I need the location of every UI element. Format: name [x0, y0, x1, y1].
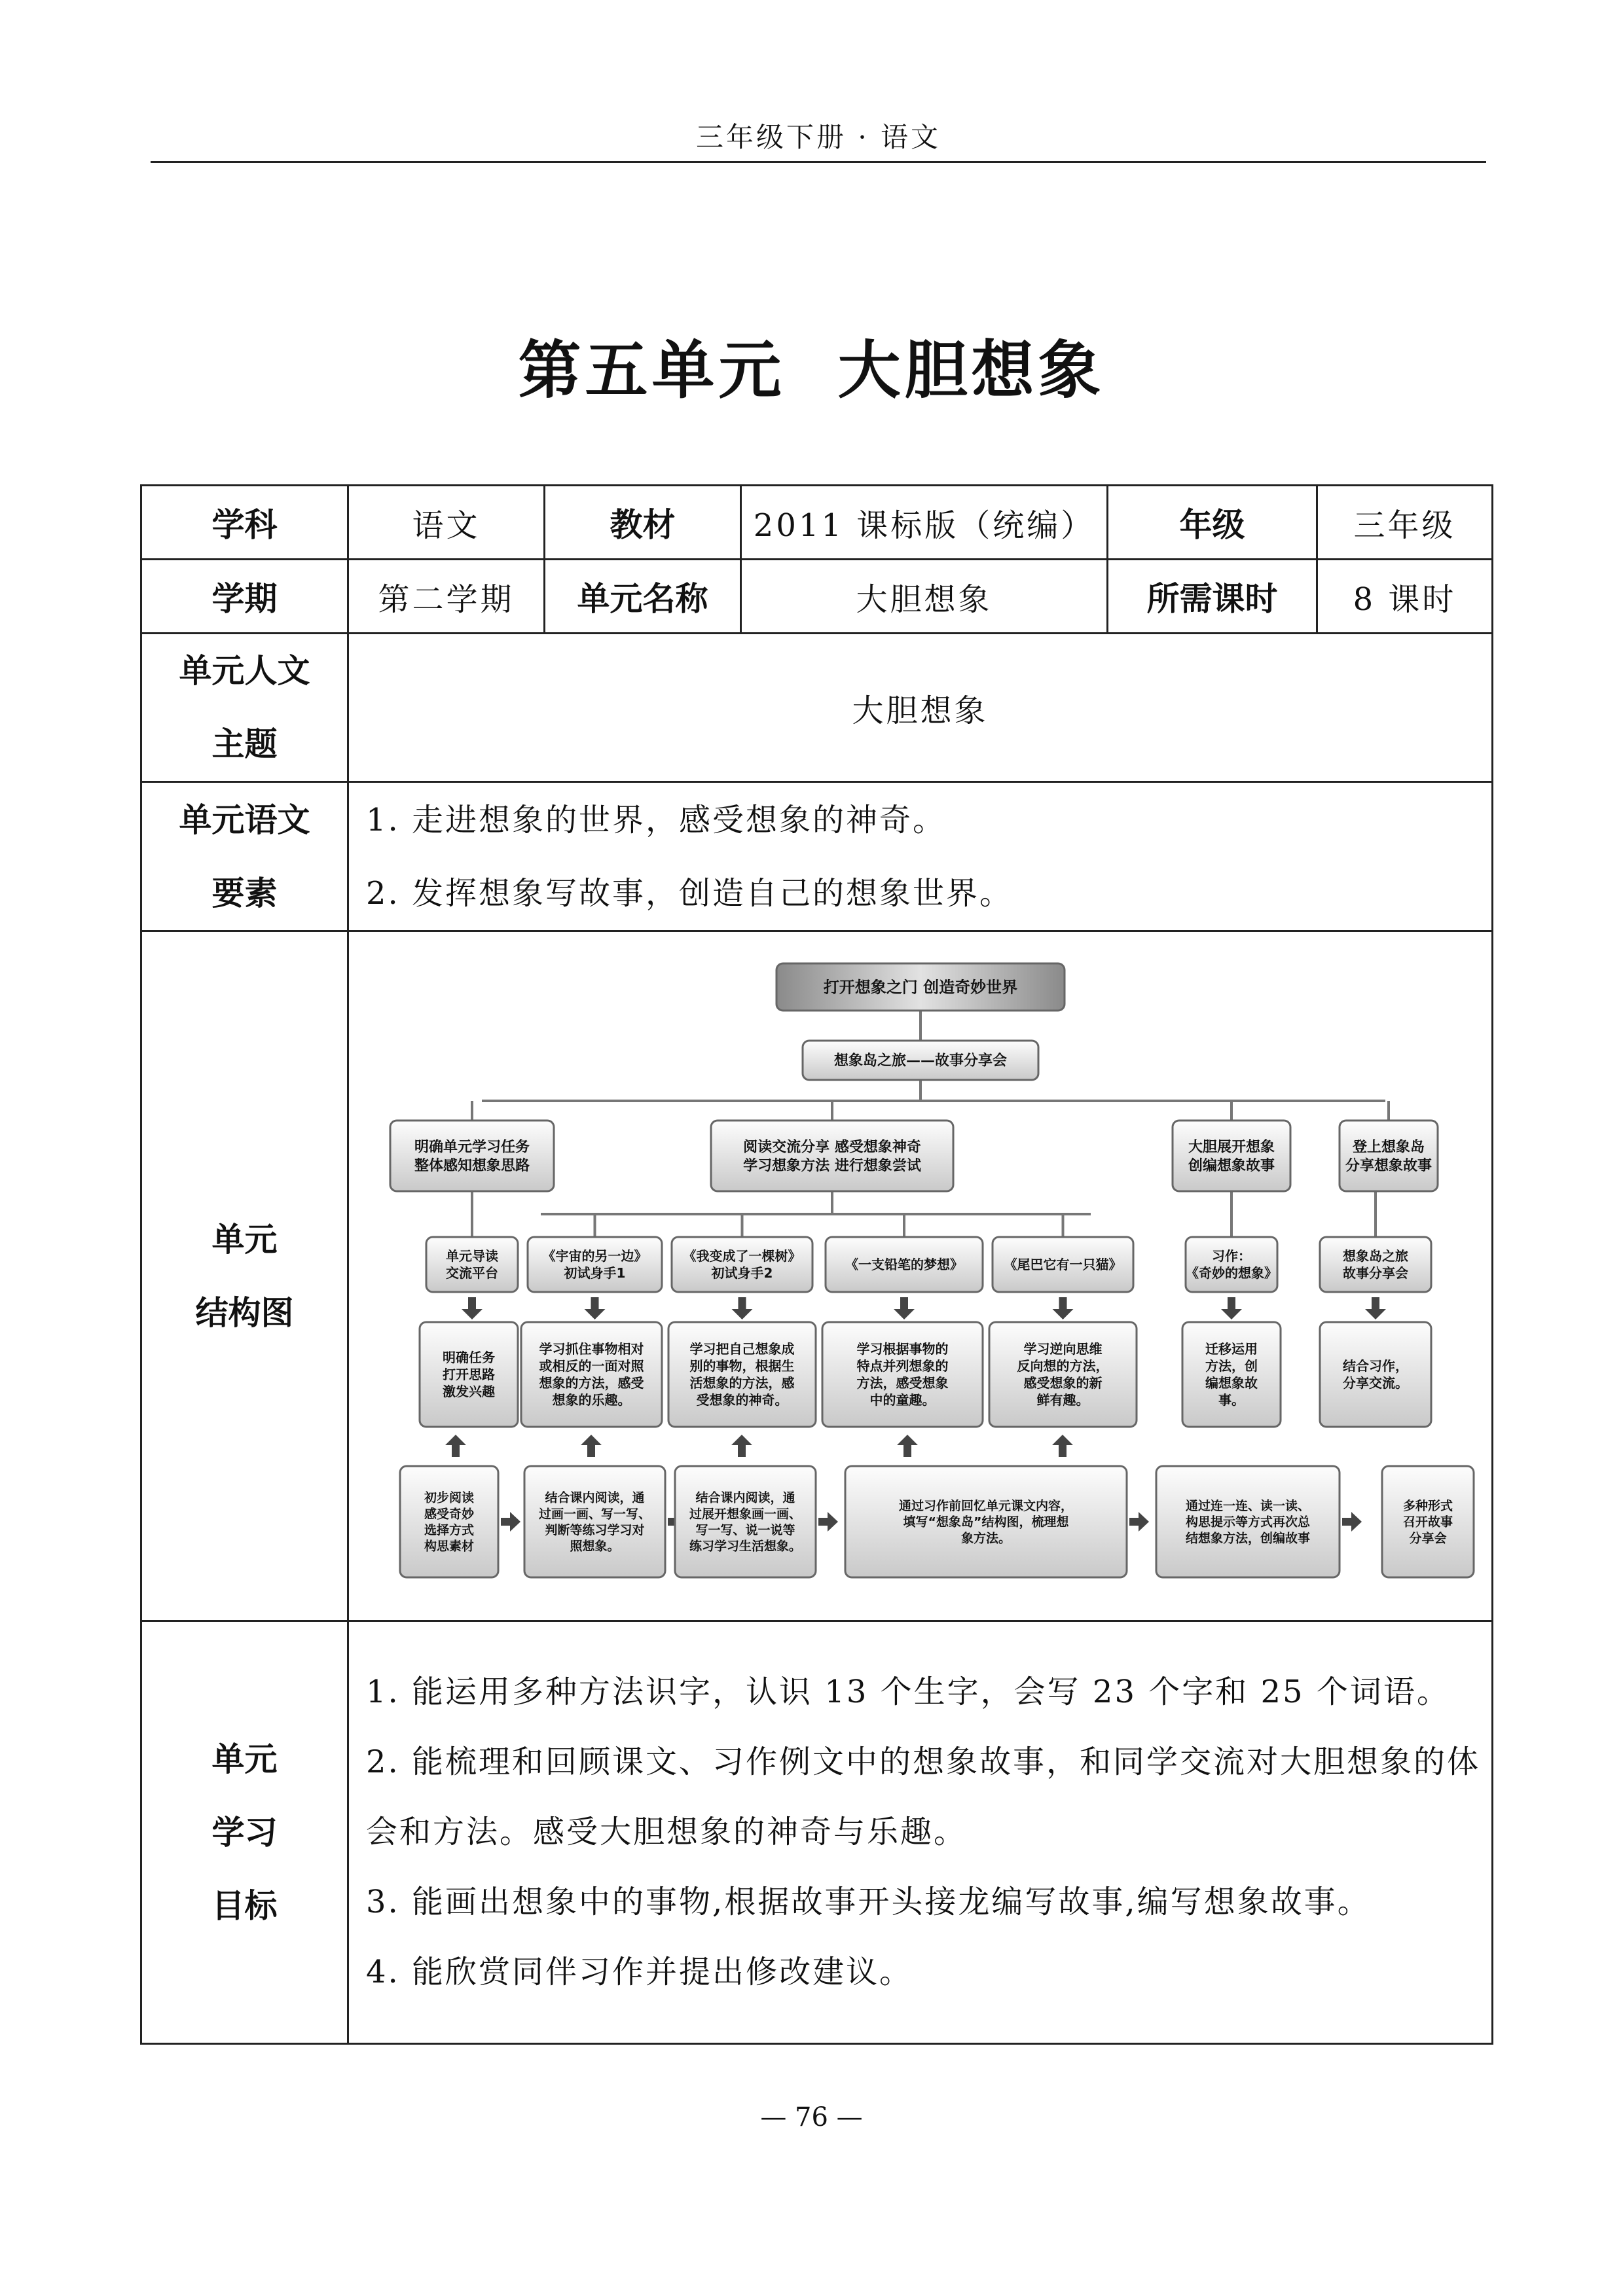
goal-node-6	[1182, 1322, 1281, 1427]
goal-node-4-line-4: 中的童趣。	[869, 1391, 935, 1408]
arrow-up-icon	[1052, 1435, 1073, 1457]
activity-node-1	[400, 1466, 498, 1577]
lesson-node-6-line-1: 习作：	[1211, 1247, 1251, 1264]
arrow-right-icon	[501, 1512, 520, 1532]
arrow-down-icon	[1221, 1297, 1242, 1319]
element-item-1: 1. 走进想象的世界，感受想象的神奇。	[366, 801, 947, 838]
lesson-node-3	[672, 1237, 812, 1292]
theme-value: 大胆想象	[348, 634, 1493, 782]
branch-node-3-line-1: 大胆展开想象	[1188, 1138, 1275, 1155]
branch-node-2	[711, 1121, 953, 1191]
objectives-row	[141, 1621, 1493, 2044]
elements-row	[141, 782, 1493, 931]
goal-node-4-line-3: 方法，感受想象	[856, 1374, 948, 1391]
lesson-node-7-line-1: 想象岛之旅	[1342, 1247, 1408, 1264]
goal-node-4-line-2: 特点并列想象的	[856, 1357, 948, 1374]
goal-node-7-line-2: 分享交流。	[1342, 1374, 1408, 1391]
activity-node-3-line-1: 结合课内阅读，通	[695, 1490, 795, 1505]
goal-node-6-line-2: 方法，创	[1205, 1357, 1258, 1374]
lesson-node-2	[528, 1237, 662, 1292]
lesson-node-3-line-2: 初试身手2	[711, 1265, 773, 1281]
activity-node-6-line-3: 分享会	[1408, 1530, 1447, 1545]
activity-node-2-line-3: 判断等练习学习对	[544, 1522, 645, 1537]
goal-node-1-line-2: 打开思路	[442, 1366, 495, 1382]
arrow-right-icon	[1129, 1512, 1149, 1532]
lesson-node-7	[1320, 1237, 1431, 1292]
info-row-1	[141, 486, 1493, 560]
activity-node-1-line-4: 构思素材	[424, 1539, 474, 1554]
branch-node-3-line-2: 创编想象故事	[1188, 1157, 1275, 1174]
info-row-2	[141, 560, 1493, 634]
objective-item-2: 2. 能梳理和回顾课文、习作例文中的想象故事，和同学交流对大胆想象的体会和方法。感受大胆想象的神奇与乐趣。	[366, 1744, 1481, 1850]
theme-row	[141, 634, 1493, 782]
branch-node-1-line-1: 明确单元学习任务	[414, 1138, 530, 1155]
arrow-up-icon	[445, 1435, 466, 1457]
goal-node-2	[521, 1322, 662, 1427]
goal-node-3-line-2: 别的事物，根据生	[689, 1357, 794, 1374]
goal-node-5-line-4: 鲜有趣。	[1036, 1391, 1089, 1408]
page-number: — 76 —	[760, 2102, 863, 2132]
goal-node-1-line-1: 明确任务	[442, 1349, 495, 1365]
branch-node-2-line-1: 阅读交流分享 感受想象神奇	[742, 1138, 921, 1155]
elements-label-line1: 单元语文	[179, 800, 310, 839]
goal-node-6-line-4: 事。	[1218, 1391, 1245, 1408]
lesson-node-6-line-2: 《奇妙的想象》	[1185, 1265, 1277, 1281]
branch-node-1	[390, 1121, 554, 1191]
activity-node-1-line-1: 初步阅读	[424, 1490, 474, 1505]
lesson-node-6	[1186, 1237, 1277, 1292]
goal-node-3-line-4: 受想象的神奇。	[696, 1391, 788, 1408]
activity-node-4	[845, 1466, 1127, 1577]
textbook-label: 教材	[545, 486, 741, 560]
activity-node-2-line-1: 结合课内阅读，通	[544, 1490, 645, 1505]
subject-label: 学科	[141, 486, 348, 560]
activity-node-3-line-2: 过展开想象画一画、	[689, 1506, 801, 1521]
hours-value: 8 课时	[1317, 560, 1493, 634]
activity-node-3-line-4: 练习学习生活想象。	[689, 1539, 801, 1554]
structure-label-line2: 结构图	[195, 1293, 294, 1332]
grade-label: 年级	[1108, 486, 1317, 560]
goal-node-7-line-1: 结合习作，	[1342, 1357, 1408, 1374]
branch-node-4-line-2: 分享想象故事	[1345, 1157, 1432, 1174]
branch-node-4	[1340, 1121, 1438, 1191]
theme-label-line1: 单元人文	[179, 652, 310, 690]
objectives-value	[348, 1621, 1493, 2044]
unit-name-value: 大胆想象	[741, 560, 1108, 634]
lesson-node-5	[993, 1237, 1133, 1292]
activity-node-5	[1156, 1466, 1340, 1577]
goal-node-4	[822, 1322, 983, 1427]
goal-node-2-line-3: 想象的方法，感受	[539, 1374, 644, 1391]
lesson-node-1	[426, 1237, 518, 1292]
structure-diagram-cell	[348, 931, 1493, 1621]
arrow-down-icon	[584, 1297, 605, 1319]
goal-node-2-line-1: 学习抓住事物相对	[539, 1340, 644, 1357]
goal-node-5-line-1: 学习逆向思维	[1023, 1340, 1102, 1357]
branch-node-1-line-2: 整体感知想象思路	[414, 1157, 530, 1174]
lesson-node-2-line-1: 《宇宙的另一边》	[542, 1247, 647, 1264]
header-rule	[151, 161, 1486, 163]
activity-node-2-line-4: 照想象。	[569, 1539, 620, 1554]
lesson-node-5-line-1: 《尾巴它有一只猫》	[1004, 1256, 1122, 1272]
goal-node-3	[668, 1322, 816, 1427]
activity-node-5-line-1: 通过连一连、读一读、	[1185, 1498, 1310, 1513]
arrow-down-icon	[1365, 1297, 1386, 1319]
arrow-down-icon	[894, 1297, 915, 1319]
unit-name-label: 单元名称	[545, 560, 741, 634]
goal-node-3-line-3: 活想象的方法，感	[689, 1374, 794, 1391]
element-item-2: 2. 发挥想象写故事，创造自己的想象世界。	[366, 874, 1013, 912]
term-value: 第二学期	[348, 560, 545, 634]
activity-node-1-line-2: 感受奇妙	[424, 1506, 474, 1521]
structure-row	[141, 931, 1493, 1621]
branch-node-2-line-2: 学习想象方法 进行想象尝试	[742, 1157, 921, 1174]
activity-node-6-line-1: 多种形式	[1402, 1498, 1453, 1513]
lesson-node-3-line-1: 《我变成了一棵树》	[683, 1247, 801, 1264]
title-theme: 大胆想象	[837, 333, 1105, 407]
theme-label	[141, 634, 348, 782]
goal-node-4-line-1: 学习根据事物的	[856, 1340, 948, 1357]
activity-node-3	[675, 1466, 816, 1577]
activity-node-6-line-2: 召开故事	[1402, 1515, 1453, 1530]
unit-plan-table	[140, 484, 1493, 2045]
activity-node-2-line-2: 过画一画、写一写、	[538, 1506, 651, 1521]
grade-value: 三年级	[1317, 486, 1493, 560]
arrow-right-icon	[1342, 1512, 1362, 1532]
elements-value	[348, 782, 1493, 931]
goal-node-5-line-3: 感受想象的新	[1023, 1374, 1102, 1391]
goal-node-3-line-1: 学习把自己想象成	[689, 1340, 794, 1357]
elements-label-line2: 要素	[211, 874, 278, 912]
arrow-up-icon	[731, 1435, 752, 1457]
activity-node-1-line-3: 选择方式	[424, 1522, 474, 1537]
activity-node-4-line-1: 通过习作前回忆单元课文内容，	[898, 1498, 1073, 1513]
objectives-label-line1: 单元	[211, 1740, 278, 1778]
lesson-node-1-line-1: 单元导读	[445, 1247, 498, 1264]
activity-node-6	[1382, 1466, 1474, 1577]
goal-node-6-line-3: 编想象故	[1205, 1374, 1258, 1391]
top-node	[776, 963, 1065, 1011]
activity-node-5-line-2: 构思提示等方式再次总	[1185, 1515, 1310, 1530]
hours-label: 所需课时	[1108, 560, 1317, 634]
arrow-down-icon	[462, 1297, 483, 1319]
structure-label-line1: 单元	[211, 1220, 278, 1259]
goal-node-2-line-4: 想象的乐趣。	[552, 1391, 630, 1408]
page-title	[0, 321, 1623, 410]
running-header: 三年级下册 · 语文	[695, 121, 941, 153]
activity-node-4-line-3: 象方法。	[960, 1530, 1011, 1545]
activity-node-5-line-3: 结想象方法，创编故事	[1185, 1530, 1310, 1545]
subject-value: 语文	[348, 486, 545, 560]
goal-node-5	[989, 1322, 1137, 1427]
branch-node-4-line-1: 登上想象岛	[1352, 1138, 1425, 1155]
lesson-node-4-line-1: 《一支铅笔的梦想》	[845, 1256, 963, 1272]
theme-label-line2: 主题	[211, 725, 278, 763]
goal-node-1	[420, 1322, 518, 1427]
title-unit: 第五单元	[518, 333, 786, 407]
lesson-node-4	[826, 1237, 983, 1292]
goal-node-1-line-3: 激发兴趣	[442, 1383, 495, 1399]
arrow-down-icon	[731, 1297, 752, 1319]
top-node-line-1: 打开想象之门 创造奇妙世界	[823, 977, 1017, 996]
lesson-node-7-line-2: 故事分享会	[1342, 1265, 1408, 1281]
activity-node-2	[524, 1466, 665, 1577]
activity-node-4-line-2: 填写“想象岛”结构图，梳理想	[903, 1515, 1068, 1530]
objectives-label	[141, 1621, 348, 2044]
textbook-value: 2011 课标版（统编）	[741, 486, 1108, 560]
lesson-node-2-line-2: 初试身手1	[564, 1265, 625, 1281]
structure-label	[141, 931, 348, 1621]
unit-structure-diagram	[364, 949, 1477, 1604]
objective-item-1: 1. 能运用多种方法识字，认识 13 个生字，会写 23 个字和 25 个词语。	[366, 1674, 1450, 1710]
goal-node-5-line-2: 反向想的方法，	[1017, 1357, 1108, 1374]
goal-node-6-line-1: 迁移运用	[1205, 1340, 1258, 1357]
activity-node-3-line-3: 写一写、说一说等	[695, 1522, 795, 1537]
objective-item-3: 3. 能画出想象中的事物,根据故事开头接龙编写故事,编写想象故事。	[366, 1884, 1371, 1920]
arrow-right-icon	[818, 1512, 838, 1532]
arrow-up-icon	[897, 1435, 918, 1457]
arrow-down-icon	[1052, 1297, 1073, 1319]
second-node	[803, 1041, 1038, 1080]
term-label: 学期	[141, 560, 348, 634]
goal-node-2-line-2: 或相反的一面对照	[539, 1357, 644, 1374]
lesson-node-1-line-2: 交流平台	[445, 1265, 498, 1281]
goal-node-7	[1320, 1322, 1431, 1427]
objectives-label-line3: 目标	[211, 1886, 278, 1925]
second-node-line-1: 想象岛之旅——故事分享会	[833, 1052, 1007, 1069]
elements-label	[141, 782, 348, 931]
objectives-label-line2: 学习	[211, 1813, 278, 1852]
arrow-up-icon	[581, 1435, 602, 1457]
objective-item-4: 4. 能欣赏同伴习作并提出修改建议。	[366, 1954, 913, 1990]
branch-node-3	[1173, 1121, 1290, 1191]
